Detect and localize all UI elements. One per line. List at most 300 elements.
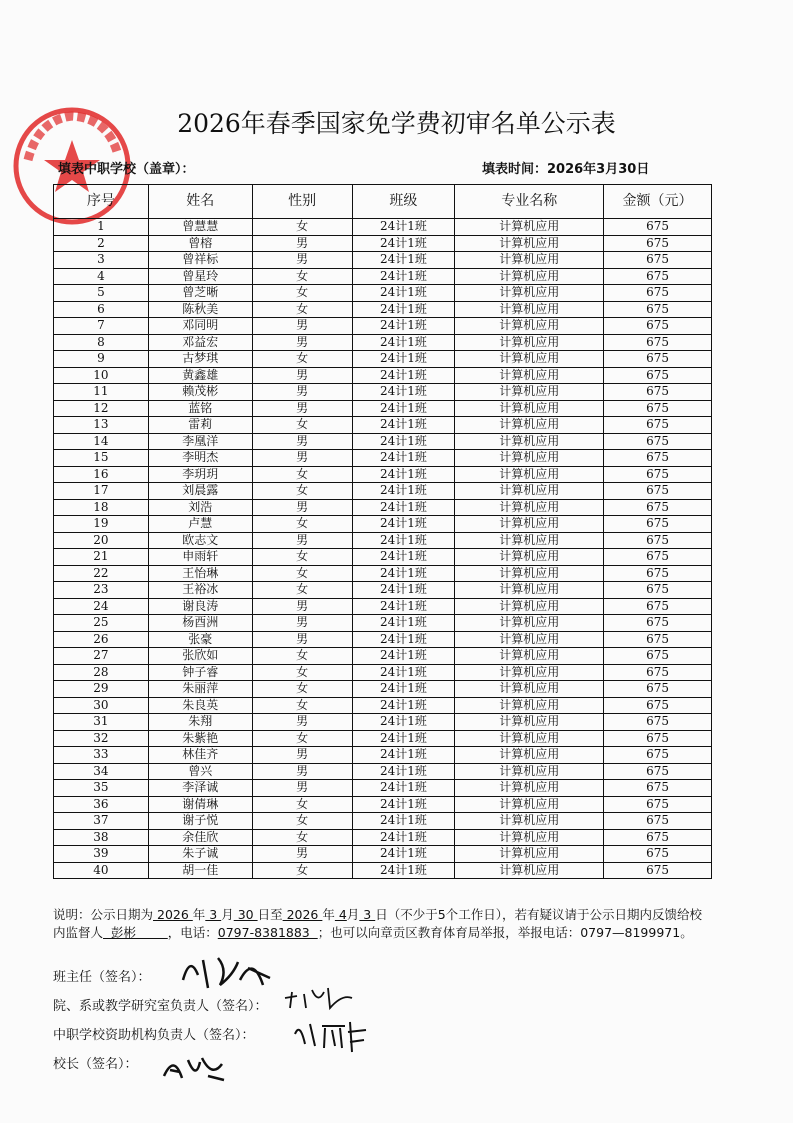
amount: 675 bbox=[604, 598, 712, 615]
gender: 女 bbox=[252, 417, 352, 434]
gender: 男 bbox=[252, 433, 352, 450]
major: 计算机应用 bbox=[455, 697, 604, 714]
gender: 男 bbox=[252, 763, 352, 780]
row-number: 26 bbox=[54, 631, 149, 648]
student-name: 赖茂彬 bbox=[148, 384, 252, 401]
student-name: 朱紫艳 bbox=[148, 730, 252, 747]
row-number: 1 bbox=[54, 219, 149, 236]
student-name: 曾兴 bbox=[148, 763, 252, 780]
signature-principal: 校长（签名）： bbox=[53, 1057, 138, 1072]
gender: 男 bbox=[252, 747, 352, 764]
class: 24计1班 bbox=[352, 648, 455, 665]
amount: 675 bbox=[604, 384, 712, 401]
row-number: 27 bbox=[54, 648, 149, 665]
student-name: 朱丽萍 bbox=[148, 681, 252, 698]
gender: 女 bbox=[252, 549, 352, 566]
amount: 675 bbox=[604, 829, 712, 846]
class: 24计1班 bbox=[352, 631, 455, 648]
column-header: 姓名 bbox=[148, 185, 252, 219]
table-row bbox=[54, 648, 712, 665]
row-number: 9 bbox=[54, 351, 149, 368]
major: 计算机应用 bbox=[455, 813, 604, 830]
table-row bbox=[54, 582, 712, 599]
gender: 女 bbox=[252, 829, 352, 846]
signature-aid-office: 中职学校资助机构负责人（签名）： bbox=[53, 1028, 255, 1043]
handwritten-signature bbox=[290, 1014, 370, 1054]
amount: 675 bbox=[604, 285, 712, 302]
row-number: 19 bbox=[54, 516, 149, 533]
amount: 675 bbox=[604, 417, 712, 434]
class: 24计1班 bbox=[352, 417, 455, 434]
major: 计算机应用 bbox=[455, 631, 604, 648]
class: 24计1班 bbox=[352, 318, 455, 335]
row-number: 34 bbox=[54, 763, 149, 780]
major: 计算机应用 bbox=[455, 862, 604, 879]
table-row bbox=[54, 285, 712, 302]
amount: 675 bbox=[604, 433, 712, 450]
class: 24计1班 bbox=[352, 813, 455, 830]
student-name: 谢子悦 bbox=[148, 813, 252, 830]
amount: 675 bbox=[604, 730, 712, 747]
gender: 女 bbox=[252, 697, 352, 714]
row-number: 18 bbox=[54, 499, 149, 516]
class: 24计1班 bbox=[352, 433, 455, 450]
gender: 女 bbox=[252, 219, 352, 236]
gender: 男 bbox=[252, 631, 352, 648]
table-row bbox=[54, 400, 712, 417]
row-number: 11 bbox=[54, 384, 149, 401]
amount: 675 bbox=[604, 565, 712, 582]
gender: 女 bbox=[252, 301, 352, 318]
major: 计算机应用 bbox=[455, 450, 604, 467]
class: 24计1班 bbox=[352, 367, 455, 384]
class: 24计1班 bbox=[352, 697, 455, 714]
amount: 675 bbox=[604, 631, 712, 648]
gender: 女 bbox=[252, 796, 352, 813]
major: 计算机应用 bbox=[455, 466, 604, 483]
table-row bbox=[54, 268, 712, 285]
gender: 男 bbox=[252, 499, 352, 516]
student-name: 卢慧 bbox=[148, 516, 252, 533]
class: 24计1班 bbox=[352, 862, 455, 879]
class: 24计1班 bbox=[352, 846, 455, 863]
class: 24计1班 bbox=[352, 714, 455, 731]
amount: 675 bbox=[604, 549, 712, 566]
major: 计算机应用 bbox=[455, 846, 604, 863]
row-number: 24 bbox=[54, 598, 149, 615]
table-row bbox=[54, 862, 712, 879]
student-name: 林佳齐 bbox=[148, 747, 252, 764]
class: 24计1班 bbox=[352, 219, 455, 236]
date-label: 填表时间：2026年3月30日 bbox=[482, 162, 650, 177]
row-number: 2 bbox=[54, 235, 149, 252]
column-header: 性别 bbox=[252, 185, 352, 219]
row-number: 8 bbox=[54, 334, 149, 351]
amount: 675 bbox=[604, 780, 712, 797]
amount: 675 bbox=[604, 813, 712, 830]
table-row bbox=[54, 483, 712, 500]
amount: 675 bbox=[604, 499, 712, 516]
row-number: 29 bbox=[54, 681, 149, 698]
student-name: 邓同明 bbox=[148, 318, 252, 335]
gender: 女 bbox=[252, 285, 352, 302]
row-number: 17 bbox=[54, 483, 149, 500]
student-name: 曾星玲 bbox=[148, 268, 252, 285]
major: 计算机应用 bbox=[455, 730, 604, 747]
table-row bbox=[54, 631, 712, 648]
table-row bbox=[54, 763, 712, 780]
gender: 女 bbox=[252, 648, 352, 665]
row-number: 33 bbox=[54, 747, 149, 764]
class: 24计1班 bbox=[352, 384, 455, 401]
major: 计算机应用 bbox=[455, 400, 604, 417]
class: 24计1班 bbox=[352, 664, 455, 681]
amount: 675 bbox=[604, 466, 712, 483]
student-name: 张欣如 bbox=[148, 648, 252, 665]
row-number: 36 bbox=[54, 796, 149, 813]
class: 24计1班 bbox=[352, 450, 455, 467]
student-name: 蓝铭 bbox=[148, 400, 252, 417]
gender: 男 bbox=[252, 235, 352, 252]
row-number: 22 bbox=[54, 565, 149, 582]
student-name: 申雨轩 bbox=[148, 549, 252, 566]
gender: 男 bbox=[252, 384, 352, 401]
major: 计算机应用 bbox=[455, 615, 604, 632]
table-row bbox=[54, 730, 712, 747]
table-row bbox=[54, 450, 712, 467]
gender: 女 bbox=[252, 813, 352, 830]
student-name: 曾芝晰 bbox=[148, 285, 252, 302]
gender: 女 bbox=[252, 516, 352, 533]
student-name: 李泽诚 bbox=[148, 780, 252, 797]
student-name: 曾祥标 bbox=[148, 252, 252, 269]
table-row bbox=[54, 516, 712, 533]
amount: 675 bbox=[604, 664, 712, 681]
gender: 女 bbox=[252, 664, 352, 681]
major: 计算机应用 bbox=[455, 433, 604, 450]
gender: 女 bbox=[252, 730, 352, 747]
gender: 女 bbox=[252, 582, 352, 599]
major: 计算机应用 bbox=[455, 285, 604, 302]
major: 计算机应用 bbox=[455, 549, 604, 566]
supervisor-phone: 0797-8381883 bbox=[217, 925, 318, 940]
table-row bbox=[54, 384, 712, 401]
class: 24计1班 bbox=[352, 681, 455, 698]
column-header: 金额（元） bbox=[604, 185, 712, 219]
student-name: 古梦琪 bbox=[148, 351, 252, 368]
table-row bbox=[54, 846, 712, 863]
table-row bbox=[54, 714, 712, 731]
row-number: 40 bbox=[54, 862, 149, 879]
student-name: 欧志文 bbox=[148, 532, 252, 549]
table-row bbox=[54, 318, 712, 335]
student-name: 朱子诚 bbox=[148, 846, 252, 863]
row-number: 30 bbox=[54, 697, 149, 714]
row-number: 13 bbox=[54, 417, 149, 434]
amount: 675 bbox=[604, 846, 712, 863]
class: 24计1班 bbox=[352, 334, 455, 351]
amount: 675 bbox=[604, 367, 712, 384]
class: 24计1班 bbox=[352, 598, 455, 615]
student-table bbox=[53, 184, 712, 879]
student-name: 朱良英 bbox=[148, 697, 252, 714]
signature-department: 院、系或教学研究室负责人（签名）： bbox=[53, 999, 268, 1014]
handwritten-signature bbox=[178, 950, 278, 992]
table-row bbox=[54, 532, 712, 549]
table-row bbox=[54, 681, 712, 698]
table-row bbox=[54, 615, 712, 632]
student-name: 王裕冰 bbox=[148, 582, 252, 599]
gender: 男 bbox=[252, 318, 352, 335]
student-name: 刘晨露 bbox=[148, 483, 252, 500]
student-name: 邓益宏 bbox=[148, 334, 252, 351]
amount: 675 bbox=[604, 763, 712, 780]
major: 计算机应用 bbox=[455, 598, 604, 615]
gender: 女 bbox=[252, 466, 352, 483]
class: 24计1班 bbox=[352, 516, 455, 533]
class: 24计1班 bbox=[352, 747, 455, 764]
row-number: 7 bbox=[54, 318, 149, 335]
row-number: 28 bbox=[54, 664, 149, 681]
row-number: 10 bbox=[54, 367, 149, 384]
student-name: 李明杰 bbox=[148, 450, 252, 467]
major: 计算机应用 bbox=[455, 582, 604, 599]
class: 24计1班 bbox=[352, 466, 455, 483]
major: 计算机应用 bbox=[455, 417, 604, 434]
student-name: 张豪 bbox=[148, 631, 252, 648]
gender: 男 bbox=[252, 400, 352, 417]
gender: 女 bbox=[252, 681, 352, 698]
table-header bbox=[54, 185, 712, 219]
table-row bbox=[54, 829, 712, 846]
handwritten-signature bbox=[160, 1050, 230, 1086]
row-number: 5 bbox=[54, 285, 149, 302]
major: 计算机应用 bbox=[455, 268, 604, 285]
class: 24计1班 bbox=[352, 582, 455, 599]
table-row bbox=[54, 697, 712, 714]
table-row bbox=[54, 219, 712, 236]
class: 24计1班 bbox=[352, 780, 455, 797]
student-name: 胡一佳 bbox=[148, 862, 252, 879]
row-number: 21 bbox=[54, 549, 149, 566]
row-number: 4 bbox=[54, 268, 149, 285]
student-name: 曾榕 bbox=[148, 235, 252, 252]
handwritten-signature bbox=[282, 984, 357, 1012]
row-number: 31 bbox=[54, 714, 149, 731]
amount: 675 bbox=[604, 532, 712, 549]
class: 24计1班 bbox=[352, 532, 455, 549]
table-row bbox=[54, 252, 712, 269]
amount: 675 bbox=[604, 714, 712, 731]
gender: 男 bbox=[252, 615, 352, 632]
amount: 675 bbox=[604, 400, 712, 417]
class: 24计1班 bbox=[352, 235, 455, 252]
table-row bbox=[54, 664, 712, 681]
major: 计算机应用 bbox=[455, 714, 604, 731]
major: 计算机应用 bbox=[455, 252, 604, 269]
row-number: 39 bbox=[54, 846, 149, 863]
amount: 675 bbox=[604, 747, 712, 764]
student-name: 钟子睿 bbox=[148, 664, 252, 681]
page-title: 2026年春季国家免学费初审名单公示表 bbox=[177, 109, 616, 138]
table-row bbox=[54, 747, 712, 764]
major: 计算机应用 bbox=[455, 384, 604, 401]
row-number: 12 bbox=[54, 400, 149, 417]
gender: 男 bbox=[252, 598, 352, 615]
amount: 675 bbox=[604, 318, 712, 335]
table-row bbox=[54, 466, 712, 483]
amount: 675 bbox=[604, 450, 712, 467]
gender: 女 bbox=[252, 351, 352, 368]
class: 24计1班 bbox=[352, 730, 455, 747]
row-number: 37 bbox=[54, 813, 149, 830]
table-row bbox=[54, 351, 712, 368]
student-name: 陈秋美 bbox=[148, 301, 252, 318]
gender: 男 bbox=[252, 334, 352, 351]
gender: 女 bbox=[252, 483, 352, 500]
major: 计算机应用 bbox=[455, 235, 604, 252]
row-number: 3 bbox=[54, 252, 149, 269]
student-name: 刘浩 bbox=[148, 499, 252, 516]
major: 计算机应用 bbox=[455, 664, 604, 681]
amount: 675 bbox=[604, 334, 712, 351]
class: 24计1班 bbox=[352, 285, 455, 302]
class: 24计1班 bbox=[352, 301, 455, 318]
row-number: 23 bbox=[54, 582, 149, 599]
class: 24计1班 bbox=[352, 796, 455, 813]
gender: 女 bbox=[252, 862, 352, 879]
student-name: 谢倩琳 bbox=[148, 796, 252, 813]
supervisor-name: 彭彬 bbox=[103, 925, 168, 940]
major: 计算机应用 bbox=[455, 351, 604, 368]
major: 计算机应用 bbox=[455, 532, 604, 549]
student-name: 曾慧慧 bbox=[148, 219, 252, 236]
notice-text: 说明：公示日期为 2026 年 3 月 30 日至 2026 年 4月 3 日（不少于5个工作日），若有疑议请于公示日期内反馈给校内监督人 彭彬 ，电话：0797-8381883 ；也可以向章贡区教育体育局举报，举报电话：0797—8199971。 bbox=[53, 907, 702, 940]
gender: 男 bbox=[252, 252, 352, 269]
row-number: 6 bbox=[54, 301, 149, 318]
row-number: 16 bbox=[54, 466, 149, 483]
table-row bbox=[54, 499, 712, 516]
major: 计算机应用 bbox=[455, 681, 604, 698]
table-row bbox=[54, 433, 712, 450]
row-number: 25 bbox=[54, 615, 149, 632]
student-name: 黄鑫雄 bbox=[148, 367, 252, 384]
table-row bbox=[54, 565, 712, 582]
amount: 675 bbox=[604, 268, 712, 285]
column-header: 序号 bbox=[54, 185, 149, 219]
row-number: 35 bbox=[54, 780, 149, 797]
table-row bbox=[54, 796, 712, 813]
row-number: 20 bbox=[54, 532, 149, 549]
gender: 女 bbox=[252, 268, 352, 285]
student-name: 杨酉洲 bbox=[148, 615, 252, 632]
gender: 男 bbox=[252, 367, 352, 384]
amount: 675 bbox=[604, 697, 712, 714]
major: 计算机应用 bbox=[455, 516, 604, 533]
amount: 675 bbox=[604, 235, 712, 252]
major: 计算机应用 bbox=[455, 763, 604, 780]
student-name: 雷莉 bbox=[148, 417, 252, 434]
amount: 675 bbox=[604, 351, 712, 368]
major: 计算机应用 bbox=[455, 367, 604, 384]
school-label: 填表中职学校（盖章）： bbox=[58, 162, 195, 177]
major: 计算机应用 bbox=[455, 483, 604, 500]
gender: 男 bbox=[252, 532, 352, 549]
amount: 675 bbox=[604, 582, 712, 599]
major: 计算机应用 bbox=[455, 318, 604, 335]
student-name: 王怡琳 bbox=[148, 565, 252, 582]
major: 计算机应用 bbox=[455, 499, 604, 516]
class: 24计1班 bbox=[352, 763, 455, 780]
major: 计算机应用 bbox=[455, 747, 604, 764]
class: 24计1班 bbox=[352, 549, 455, 566]
major: 计算机应用 bbox=[455, 796, 604, 813]
amount: 675 bbox=[604, 301, 712, 318]
student-name: 谢良涛 bbox=[148, 598, 252, 615]
major: 计算机应用 bbox=[455, 334, 604, 351]
table-row bbox=[54, 367, 712, 384]
amount: 675 bbox=[604, 252, 712, 269]
class: 24计1班 bbox=[352, 565, 455, 582]
class: 24计1班 bbox=[352, 829, 455, 846]
gender: 男 bbox=[252, 714, 352, 731]
table-row bbox=[54, 417, 712, 434]
major: 计算机应用 bbox=[455, 565, 604, 582]
signature-head-teacher: 班主任（签名）： bbox=[53, 970, 151, 985]
table-row bbox=[54, 813, 712, 830]
gender: 男 bbox=[252, 846, 352, 863]
student-name: 余佳欣 bbox=[148, 829, 252, 846]
table-row bbox=[54, 598, 712, 615]
column-header: 专业名称 bbox=[455, 185, 604, 219]
class: 24计1班 bbox=[352, 252, 455, 269]
student-name: 朱翔 bbox=[148, 714, 252, 731]
class: 24计1班 bbox=[352, 499, 455, 516]
amount: 675 bbox=[604, 681, 712, 698]
major: 计算机应用 bbox=[455, 829, 604, 846]
class: 24计1班 bbox=[352, 615, 455, 632]
table-row bbox=[54, 334, 712, 351]
gender: 女 bbox=[252, 565, 352, 582]
table-row bbox=[54, 301, 712, 318]
row-number: 15 bbox=[54, 450, 149, 467]
amount: 675 bbox=[604, 862, 712, 879]
major: 计算机应用 bbox=[455, 301, 604, 318]
row-number: 14 bbox=[54, 433, 149, 450]
table-row bbox=[54, 235, 712, 252]
class: 24计1班 bbox=[352, 268, 455, 285]
table-row bbox=[54, 780, 712, 797]
amount: 675 bbox=[604, 796, 712, 813]
amount: 675 bbox=[604, 648, 712, 665]
major: 计算机应用 bbox=[455, 780, 604, 797]
class: 24计1班 bbox=[352, 351, 455, 368]
amount: 675 bbox=[604, 615, 712, 632]
student-name: 李凰洋 bbox=[148, 433, 252, 450]
amount: 675 bbox=[604, 516, 712, 533]
column-header: 班级 bbox=[352, 185, 455, 219]
amount: 675 bbox=[604, 483, 712, 500]
student-name: 李玥玥 bbox=[148, 466, 252, 483]
row-number: 32 bbox=[54, 730, 149, 747]
major: 计算机应用 bbox=[455, 219, 604, 236]
gender: 男 bbox=[252, 780, 352, 797]
amount: 675 bbox=[604, 219, 712, 236]
major: 计算机应用 bbox=[455, 648, 604, 665]
class: 24计1班 bbox=[352, 483, 455, 500]
gender: 男 bbox=[252, 450, 352, 467]
row-number: 38 bbox=[54, 829, 149, 846]
